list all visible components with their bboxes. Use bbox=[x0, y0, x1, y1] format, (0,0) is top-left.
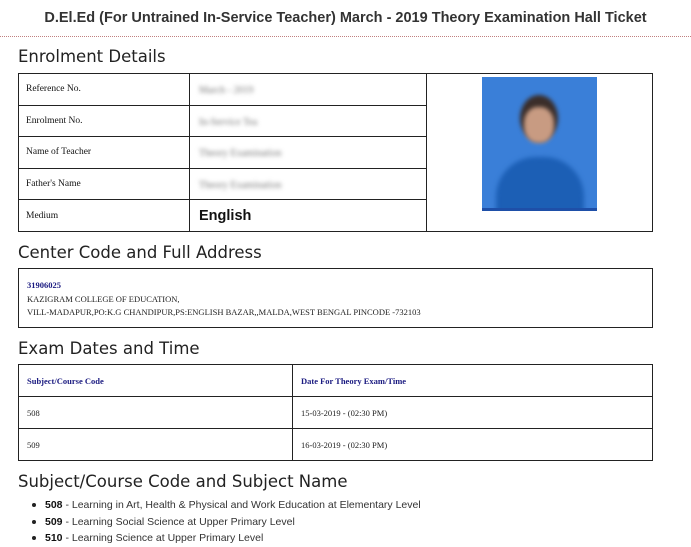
exam-date-cell: 16-03-2019 - (02:30 PM) bbox=[293, 429, 653, 461]
medium-label: Medium bbox=[19, 200, 190, 232]
medium-value-cell bbox=[190, 200, 427, 232]
exam-header-row bbox=[19, 365, 653, 397]
center-heading: Center Code and Full Address bbox=[18, 243, 262, 262]
reference-value bbox=[190, 74, 427, 106]
subject-code: 509 bbox=[45, 515, 63, 528]
enrolment-no-value-text: In-Service Tea bbox=[199, 116, 258, 128]
bullet-icon bbox=[32, 503, 36, 507]
subject-name: - Learning Social Science at Upper Primary Level bbox=[62, 515, 295, 528]
father-name-value bbox=[190, 168, 427, 200]
center-address: VILL-MADAPUR,PO:K.G CHANDIPUR,PS:ENGLISH BAZAR,,MALDA,WEST BENGAL PINCODE -732103 bbox=[27, 307, 421, 317]
photo-border bbox=[482, 208, 597, 211]
father-name-label: Father's Name bbox=[19, 168, 190, 200]
subjects-heading: Subject/Course Code and Subject Name bbox=[18, 472, 348, 491]
subject-name: - Learning Science at Upper Primary Level bbox=[62, 532, 264, 544]
teacher-name-value-text: Theory Examination bbox=[199, 148, 282, 160]
candidate-photo bbox=[482, 77, 597, 211]
medium-value: English bbox=[199, 207, 252, 224]
subject-list bbox=[30, 497, 421, 547]
enrolment-table bbox=[18, 73, 653, 232]
enrolment-no-value bbox=[190, 105, 427, 137]
teacher-name-value bbox=[190, 137, 427, 169]
exam-heading: Exam Dates and Time bbox=[18, 339, 200, 358]
enrolment-no-label: Enrolment No. bbox=[19, 105, 190, 137]
subject-code-column-header: Subject/Course Code bbox=[19, 365, 293, 397]
reference-value-text: March - 2019 bbox=[199, 85, 254, 97]
exam-table bbox=[18, 364, 653, 461]
center-address-box bbox=[18, 268, 653, 328]
list-item bbox=[30, 497, 421, 514]
enrolment-heading: Enrolment Details bbox=[18, 47, 166, 66]
title-divider bbox=[0, 36, 691, 37]
bullet-icon bbox=[32, 536, 36, 540]
table-row bbox=[19, 429, 653, 461]
subject-name: - Learning in Art, Health & Physical and Work Education at Elementary Level bbox=[62, 499, 421, 511]
center-code: 31906025 bbox=[27, 280, 61, 290]
exam-date-column-header: Date For Theory Exam/Time bbox=[293, 365, 653, 397]
photo-face-shape bbox=[524, 107, 554, 143]
list-item bbox=[30, 530, 421, 547]
exam-date-cell: 15-03-2019 - (02:30 PM) bbox=[293, 397, 653, 429]
table-row bbox=[19, 397, 653, 429]
subject-code-cell: 508 bbox=[19, 397, 293, 429]
subject-code: 510 bbox=[45, 532, 63, 544]
subject-code-cell: 509 bbox=[19, 429, 293, 461]
list-item bbox=[30, 514, 421, 531]
reference-label: Reference No. bbox=[19, 74, 190, 106]
teacher-name-label: Name of Teacher bbox=[19, 137, 190, 169]
photo-body-shape bbox=[496, 157, 584, 211]
college-name: KAZIGRAM COLLEGE OF EDUCATION, bbox=[27, 294, 180, 304]
father-name-value-text: Theory Examination bbox=[199, 180, 282, 192]
subject-code: 508 bbox=[45, 499, 63, 511]
enrolment-row-reference bbox=[19, 74, 653, 106]
page-title: D.El.Ed (For Untrained In-Service Teacher) March - 2019 Theory Examination Hall Ticket bbox=[44, 10, 647, 26]
photo-cell bbox=[427, 74, 653, 232]
bullet-icon bbox=[32, 520, 36, 524]
